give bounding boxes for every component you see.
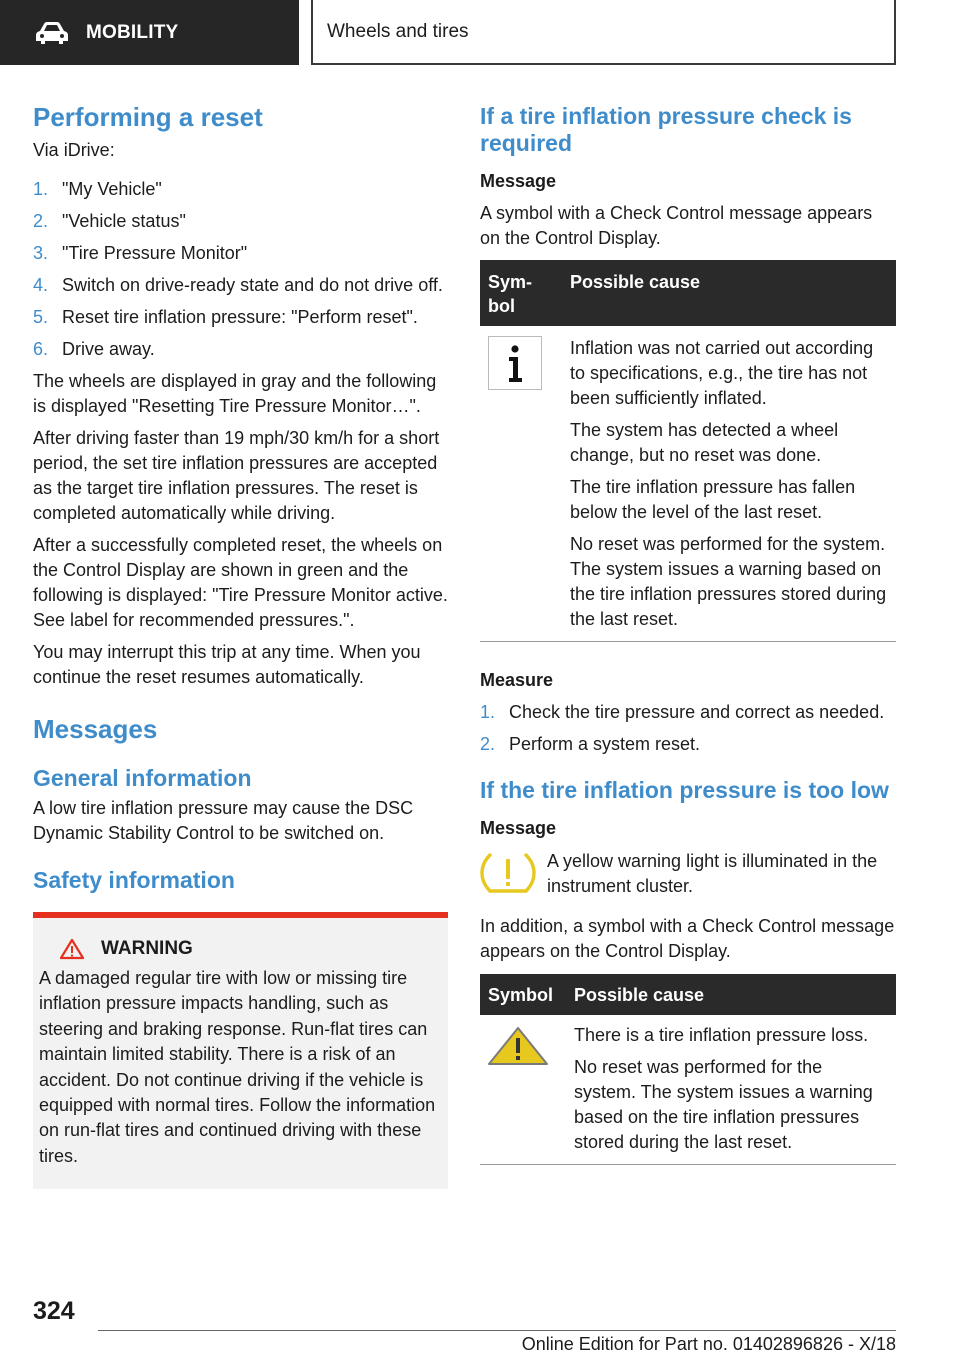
cause-text: No reset was performed for the system. The system issues a warning based on the tire inflation pressures stored during the last reset. <box>570 534 887 629</box>
list-item: 4. Switch on drive-ready state and do not drive off. <box>33 275 443 295</box>
warning-triangle-icon <box>486 1025 550 1067</box>
symbol-table-1 <box>480 260 896 642</box>
warning-text: A damaged regular tire with low or missing tire inflation pressure impacts handling, such as steering and braking response. Run-flat tires can maintain limited stability. There is a risk of an accident. Do not continue driving if the vehicle is equipped with normal tires. Follow the information on run-flat tires and continued driving with these tires. <box>39 968 436 1166</box>
cause-text: The tire inflation pressure has fallen below the level of the last reset. <box>570 477 856 522</box>
reset-paragraph-4: You may interrupt this trip at any time. When you continue the reset resumes automatically. <box>33 642 421 687</box>
messages-heading: Messages <box>33 714 158 744</box>
chapter-title: MOBILITY <box>86 21 179 43</box>
general-info-heading: General information <box>33 765 252 791</box>
general-info-text: A low tire inflation pressure may cause the DSC Dynamic Stability Control to be switched on. <box>33 798 414 843</box>
table-header-cause: Possible cause <box>560 260 896 326</box>
list-item: 2. Perform a system reset. <box>480 734 701 754</box>
warning-box <box>33 912 448 1189</box>
reset-paragraph-2: After driving faster than 19 mph/30 km/h for a short period, the set tire inflation pressures are accepted as the target tire inflation pressures. The reset is completed automatically while driving. <box>33 428 440 523</box>
chapter-tab <box>0 0 299 65</box>
warning-title: WARNING <box>101 938 193 959</box>
check-required-heading: If a tire inflation pressure check is required <box>480 103 852 156</box>
reset-paragraph-1: The wheels are displayed in gray and the following is displayed "Resetting Tire Pressure Monitor…". <box>33 371 437 416</box>
check-message-text: A symbol with a Check Control message appears on the Control Display. <box>480 203 873 248</box>
symbol-table-2 <box>480 974 896 1165</box>
tire-pressure-warning-icon <box>480 851 536 895</box>
page-number: 324 <box>33 1297 75 1325</box>
list-item: 5. Reset tire inflation pressure: "Perform reset". <box>33 307 418 327</box>
via-idrive: Via iDrive: <box>33 140 115 160</box>
right-column <box>480 100 896 1165</box>
left-column <box>33 100 448 1189</box>
reset-paragraph-3: After a successfully completed reset, the wheels on the Control Display are shown in green and the following is displayed: "Tire Pressure Monitor active. See label for recommended pressures.". <box>33 535 448 630</box>
table-header-symbol: Sym- bol <box>480 260 560 326</box>
warning-title-row <box>39 938 440 960</box>
measure-label: Measure <box>480 670 554 690</box>
footer-rule <box>98 1330 896 1331</box>
too-low-heading: If the tire inflation pressure is too low <box>480 777 889 803</box>
table-row <box>480 1015 896 1165</box>
table-header-cause: Possible cause <box>564 974 896 1015</box>
table-header-symbol: Symbol <box>480 974 564 1015</box>
list-item: 6. Drive away. <box>33 339 155 359</box>
warning-triangle-icon <box>59 938 85 960</box>
cause-cell <box>564 1015 896 1165</box>
cause-cell <box>560 326 896 642</box>
list-item: 1. "My Vehicle" <box>33 179 162 199</box>
cause-text: There is a tire inflation pressure loss. <box>574 1025 869 1045</box>
message-label: Message <box>480 171 557 191</box>
safety-info-heading: Safety information <box>33 867 235 893</box>
cause-text: The system has detected a wheel change, but no reset was done. <box>570 420 839 465</box>
symbol-cell <box>480 1015 564 1165</box>
list-item: 3. "Tire Pressure Monitor" <box>33 243 248 263</box>
section-title: Wheels and tires <box>327 20 469 42</box>
message-label-2: Message <box>480 818 557 838</box>
cause-text: No reset was performed for the system. The system issues a warning based on the tire inflation pressures stored during the last reset. <box>574 1057 873 1152</box>
section-tab <box>311 0 896 65</box>
table-row <box>480 326 896 642</box>
info-icon <box>488 336 542 390</box>
addition-text: In addition, a symbol with a Check Control message appears on the Control Display. <box>480 916 895 961</box>
symbol-cell <box>480 326 560 642</box>
edition-text: Online Edition for Part no. 01402896826 - X/18 <box>521 1334 896 1354</box>
list-item: 2. "Vehicle status" <box>33 211 186 231</box>
warning-light-text: A yellow warning light is illuminated in the instrument cluster. <box>547 851 878 896</box>
list-item: 1. Check the tire pressure and correct as needed. <box>480 702 885 722</box>
reset-steps <box>33 177 448 362</box>
reset-heading: Performing a reset <box>33 102 263 132</box>
measure-steps <box>480 700 896 757</box>
car-icon <box>34 21 70 45</box>
cause-text: Inflation was not carried out according to specifications, e.g., the tire has not been sufficiently inflated. <box>570 338 874 408</box>
warning-light-row <box>480 849 896 899</box>
